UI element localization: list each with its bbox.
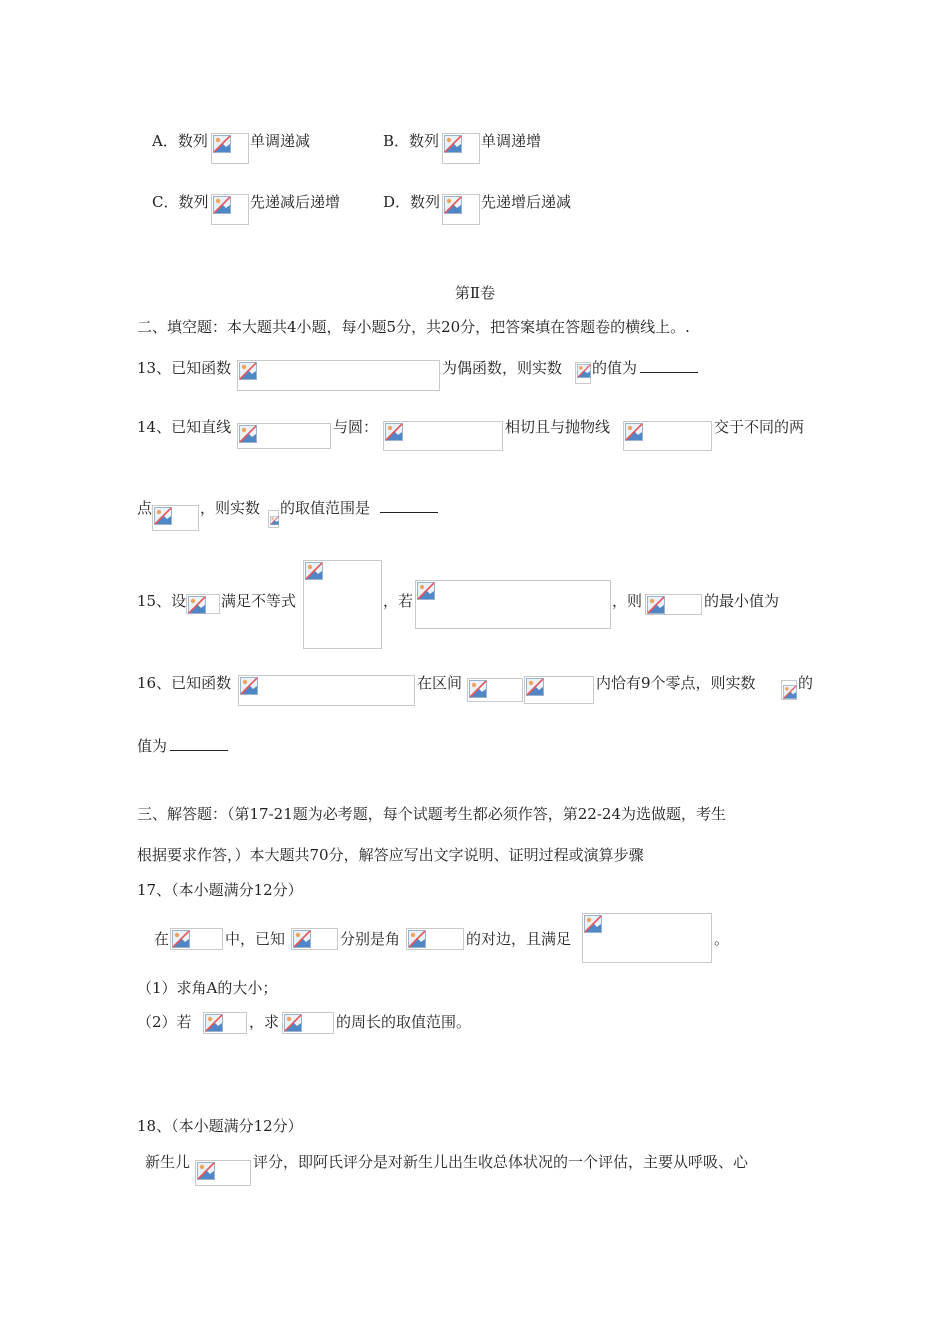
option-c-prefix: C．数列 [152,193,209,211]
q14-text: 点 [137,499,153,517]
option-b-prefix: B．数列 [383,132,440,150]
formula-image [268,510,279,528]
q17-subquestion-2: ，求 [249,1013,280,1031]
q17-text: 分别是角 [340,930,401,948]
formula-image [582,913,712,963]
broken-image-icon [239,425,257,443]
broken-image-icon [584,915,602,933]
option-a-suffix: 单调递减 [250,132,311,150]
broken-image-icon [270,516,279,525]
broken-image-icon [444,135,462,153]
q17-subquestion-2: 的周长的取值范围。 [336,1013,472,1031]
option-a-prefix: A．数列 [152,132,208,150]
part2-title: 第Ⅱ卷 [454,284,496,302]
formula-image [442,133,480,164]
formula-image [467,678,523,702]
q15-text: ，若 [383,592,414,610]
formula-image [238,675,415,706]
answer-blank [640,358,698,378]
option-c-suffix: 先递减后递增 [250,193,341,211]
option-d-prefix: D．数列 [383,193,441,211]
formula-image [170,928,223,950]
answer-blank [380,498,438,518]
broken-image-icon [417,582,435,600]
broken-image-icon [625,423,643,441]
q18-header: 18、（本小题满分12分） [137,1117,303,1135]
broken-image-icon [408,930,426,948]
broken-image-icon [783,685,797,699]
q14-text: 相切且与抛物线 [505,418,611,436]
q13-text: 为偶函数，则实数 [442,359,563,377]
formula-image [524,676,594,704]
formula-image [781,680,797,700]
q14-text: 的取值范围是 [280,499,371,517]
q15-text: 满足不等式 [221,592,297,610]
section-heading-fill-in: 二、填空题：本大题共4小题，每小题5分，共20分，把答案填在答题卷的横线上。. [137,318,690,336]
broken-image-icon [213,135,231,153]
answer-blank [170,736,228,756]
broken-image-icon [239,362,257,380]
formula-image [575,362,591,384]
section-heading-solutions: 根据要求作答，）本大题共70分，解答应写出文字说明、证明过程或演算步骤 [137,846,644,864]
q15-text: ，则 [612,592,643,610]
q16-text: 的 [798,674,814,692]
q18-text: 评分，即阿氏评分是对新生儿出生收总体状况的一个评估，主要从呼吸、心 [253,1153,749,1171]
q14-text: 与圆： [333,418,379,436]
q16-text: 内恰有9个零点，则实数 [596,674,756,692]
broken-image-icon [293,930,311,948]
q14-text: 交于不同的两 [714,418,805,436]
formula-image [195,1160,251,1186]
q15-text: 15、设 [137,592,187,610]
broken-image-icon [240,677,258,695]
q17-text: 的对边，且满足 [466,930,572,948]
q16-text: 16、已知函数 [137,674,232,692]
formula-image [211,133,249,164]
formula-image [303,560,382,649]
q18-text: 新生儿 [145,1153,191,1171]
formula-image [291,928,338,950]
formula-image [415,580,611,629]
q13-text: 的值为 [592,359,638,377]
formula-image [282,1012,334,1034]
formula-image [383,421,503,451]
formula-image [186,594,220,614]
broken-image-icon [197,1162,215,1180]
broken-image-icon [154,507,172,525]
formula-image [152,505,199,531]
option-b-suffix: 单调递增 [481,132,542,150]
broken-image-icon [577,364,591,378]
q15-text: 的最小值为 [704,592,780,610]
option-d-suffix: 先递增后递减 [481,193,572,211]
broken-image-icon [469,680,487,698]
formula-image [406,928,464,950]
q13-text: 13、已知函数 [137,359,232,377]
section-heading-solutions: 三、解答题：（第17-21题为必考题，每个试题考生都必须作答，第22-24为选做题，考生 [137,805,726,823]
broken-image-icon [188,596,206,614]
broken-image-icon [172,930,190,948]
q14-text: 14、已知直线 [137,418,232,436]
formula-image [203,1012,247,1034]
broken-image-icon [213,196,231,214]
q14-text: ，则实数 [200,499,261,517]
broken-image-icon [205,1014,223,1032]
formula-image [237,360,440,391]
broken-image-icon [526,678,544,696]
formula-image [442,194,480,225]
broken-image-icon [444,196,462,214]
broken-image-icon [305,562,323,580]
q17-text: 在 [154,930,170,948]
formula-image [623,421,712,451]
broken-image-icon [385,423,403,441]
broken-image-icon [647,596,665,614]
q17-header: 17、（本小题满分12分） [137,881,303,899]
q17-subquestion-1: （1）求角A的大小； [137,979,278,997]
q17-text: 。 [714,930,730,948]
formula-image [211,194,249,225]
q16-text: 在区间 [417,674,463,692]
q16-text: 值为 [137,737,168,755]
q17-text: 中，已知 [225,930,286,948]
formula-image [645,594,702,615]
formula-image [237,423,331,449]
broken-image-icon [284,1014,302,1032]
q17-subquestion-2: （2）若 [137,1013,192,1031]
